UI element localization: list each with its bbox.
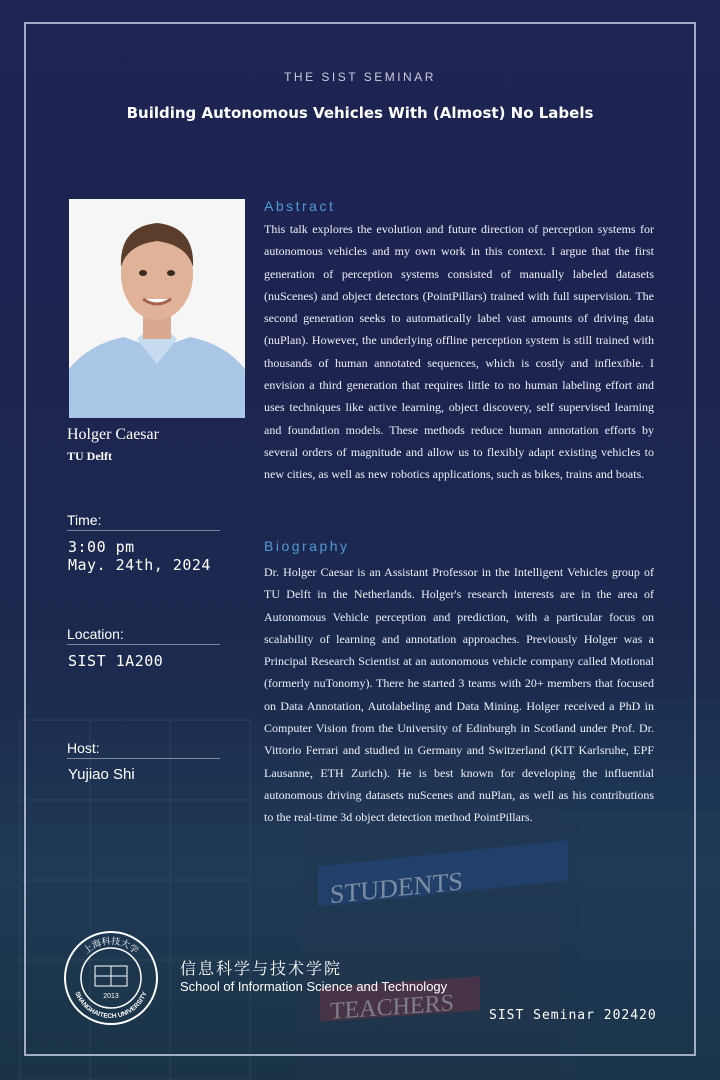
location-value: SIST 1A200 xyxy=(68,652,164,670)
school-name-english: School of Information Science and Technology xyxy=(180,979,448,994)
host-label: Host: xyxy=(67,740,220,759)
time-value xyxy=(68,538,211,574)
biography-heading: Biography xyxy=(264,538,350,554)
speaker-name: Holger Caesar xyxy=(67,426,159,443)
host-value: Yujiao Shi xyxy=(68,766,135,783)
abstract-heading: Abstract xyxy=(264,198,336,214)
biography-text: Dr. Holger Caesar is an Assistant Professor in the Intelligent Vehicles group of TU Delft in the Netherlands. Holger's research interests are in the area of Autonomous Vehicle perception and prediction, with a particular focus on scalability of learning and annotation approaches. Previously Holger was a Principal Research Scientist at an autonomous vehicle company called Motional (formerly nuTonomy). There he started 3 teams with 20+ members that focused on Data Annotation, Autolabeling and Data Mining. Holger received a PhD in Computer Vision from the University of Edinburgh in Scotland under Prof. Dr. Vittorio Ferrari and studied in Germany and Switzerland (KIT Karlsruhe, EPF Lausanne, ETH Zurich). He is best known for developing the influential autonomous driving datasets nuScenes and nuPlan, as well as his contributions to the real-time 3d object detection method PointPillars. xyxy=(264,565,654,825)
school-name-chinese: 信息科学与技术学院 xyxy=(180,959,343,978)
speaker-photo xyxy=(69,199,245,418)
talk-title: Building Autonomous Vehicles With (Almost) No Labels xyxy=(126,104,594,122)
seal-ring-text: SHANGHAITECH UNIVERSITY xyxy=(73,990,149,1021)
students-sign-text: STUDENTS xyxy=(329,866,463,910)
seal-top-text: 上海科技大学 xyxy=(82,936,140,957)
time-label: Time: xyxy=(67,512,220,531)
speaker-affiliation: TU Delft xyxy=(67,449,112,463)
time-line: 3:00 pm xyxy=(68,538,135,556)
abstract-text: This talk explores the evolution and future direction of perception systems for autonomous vehicles and my own work in this context. I argue that the first generation of perception systems consisted of manually labeled datasets (nuScenes) and object detectors (PointPillars) trained with full supervision. The second generation seeks to automatically label vast amounts of driving data (nuPlan). However, the underlying offline perception system is still trained with thousands of human annotated sequences, which is costly and inflexible. I envision a third generation that requires little to no human labeling effort and uses techniques like active learning, object discovery, self supervised learning and foundation models. These methods reduce human annotation efforts by several orders of magnitude and allow us to flexibly adapt existing vehicles to new cities, as well as new robotics applications, such as bikes, trains and boats. xyxy=(264,222,654,482)
date-line: May. 24th, 2024 xyxy=(68,556,211,574)
seal-year: 2013 xyxy=(103,993,119,1000)
speaker-portrait-illustration xyxy=(69,199,245,418)
seminar-id: SIST Seminar 202420 xyxy=(489,1008,657,1023)
teachers-sign-text: TEACHERS xyxy=(330,990,454,1025)
location-label: Location: xyxy=(67,626,220,645)
shanghaitech-seal-icon xyxy=(63,930,159,1026)
seminar-series-label: THE SIST SEMINAR xyxy=(284,70,436,84)
